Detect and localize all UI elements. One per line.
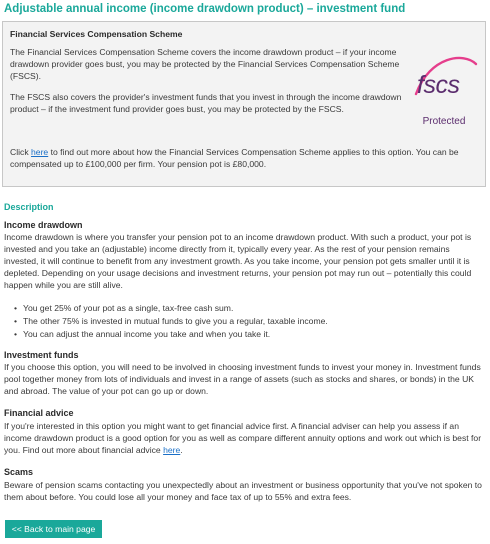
fscs-click-suffix: to find out more about how the Financial Services Compensation Scheme applies to this option. You can be compensated up to £100,000 per firm. Your pension pot is £80,000.	[10, 147, 459, 169]
page-title: Adjustable annual income (income drawdown product) – investment fund	[4, 3, 406, 15]
fscs-info-box	[2, 21, 486, 187]
financial-advice-suffix: .	[180, 445, 183, 455]
financial-advice-heading: Financial advice	[4, 408, 74, 418]
fscs-logo-text: fscs	[417, 71, 460, 99]
income-drawdown-heading: Income drawdown	[4, 220, 83, 230]
income-drawdown-bullets	[14, 302, 328, 341]
bullet-item: • You can adjust the annual income you take and when you take it.	[14, 328, 328, 341]
fscs-click-prefix: Click	[10, 147, 32, 157]
fscs-paragraph-3	[10, 146, 480, 170]
income-drawdown-text: Income drawdown is where you transfer your pension pot to an income drawdown product. With such a product, your pot is invested and you take an (adjustable) income directly from it, typically every year. As the rest of your pension remains invested, it will continue to benefit from any investment growth. As you take income, your pension pot gets smaller until it is depleted. Depending on your usage decisions and investment returns, your pension pot may run out – potentially this could happen while you are still alive.	[4, 232, 472, 290]
fscs-paragraph-2: The FSCS also covers the provider's investment funds that you invest in through the income drawdown product – if the investment fund provider goes bust, you may be protected by the FSCS.	[10, 92, 402, 114]
fscs-here-link[interactable]: here	[31, 147, 49, 157]
investment-funds-text: If you choose this option, you will need to be involved in choosing investment funds to invest your money in. Investment funds pool together money from lots of individuals and invest in a range of assets (such as stocks and shares, or bonds) in the UK and abroad. The value of your pot can go up or down.	[4, 362, 481, 396]
fscs-heading: Financial Services Compensation Scheme	[10, 29, 183, 39]
description-heading: Description	[4, 202, 54, 212]
fscs-logo-caption: Protected	[422, 116, 466, 127]
scams-heading: Scams	[4, 467, 34, 477]
financial-advice-text	[4, 420, 484, 456]
investment-funds-heading: Investment funds	[4, 350, 79, 360]
fscs-logo-icon	[408, 50, 480, 114]
bullet-item: • You get 25% of your pot as a single, tax-free cash sum.	[14, 302, 328, 315]
scams-text: Beware of pension scams contacting you unexpectedly about an investment or business opportunity that you've not spoken to them about before. You could lose all your money and face tax of up to 55% and extra fees.	[4, 480, 482, 502]
back-to-main-page-button[interactable]: << Back to main page	[5, 520, 102, 538]
financial-advice-body: If you're interested in this option you might want to get financial advice first. A financial adviser can help you assess if an income drawdown product is a good option for you as well as compare different annuity options and work out which is best for you. Find out more about financial advice	[4, 421, 482, 455]
financial-advice-here-link[interactable]: here	[163, 445, 181, 455]
bullet-item: • The other 75% is invested in mutual funds to give you a regular, taxable income.	[14, 315, 328, 328]
fscs-text-block	[10, 28, 410, 124]
fscs-paragraph-1: The Financial Services Compensation Scheme covers the income drawdown product – if your income drawdown provider goes bust, you may be protected by the Financial Services Compensation Scheme (FSCS).	[10, 47, 400, 81]
